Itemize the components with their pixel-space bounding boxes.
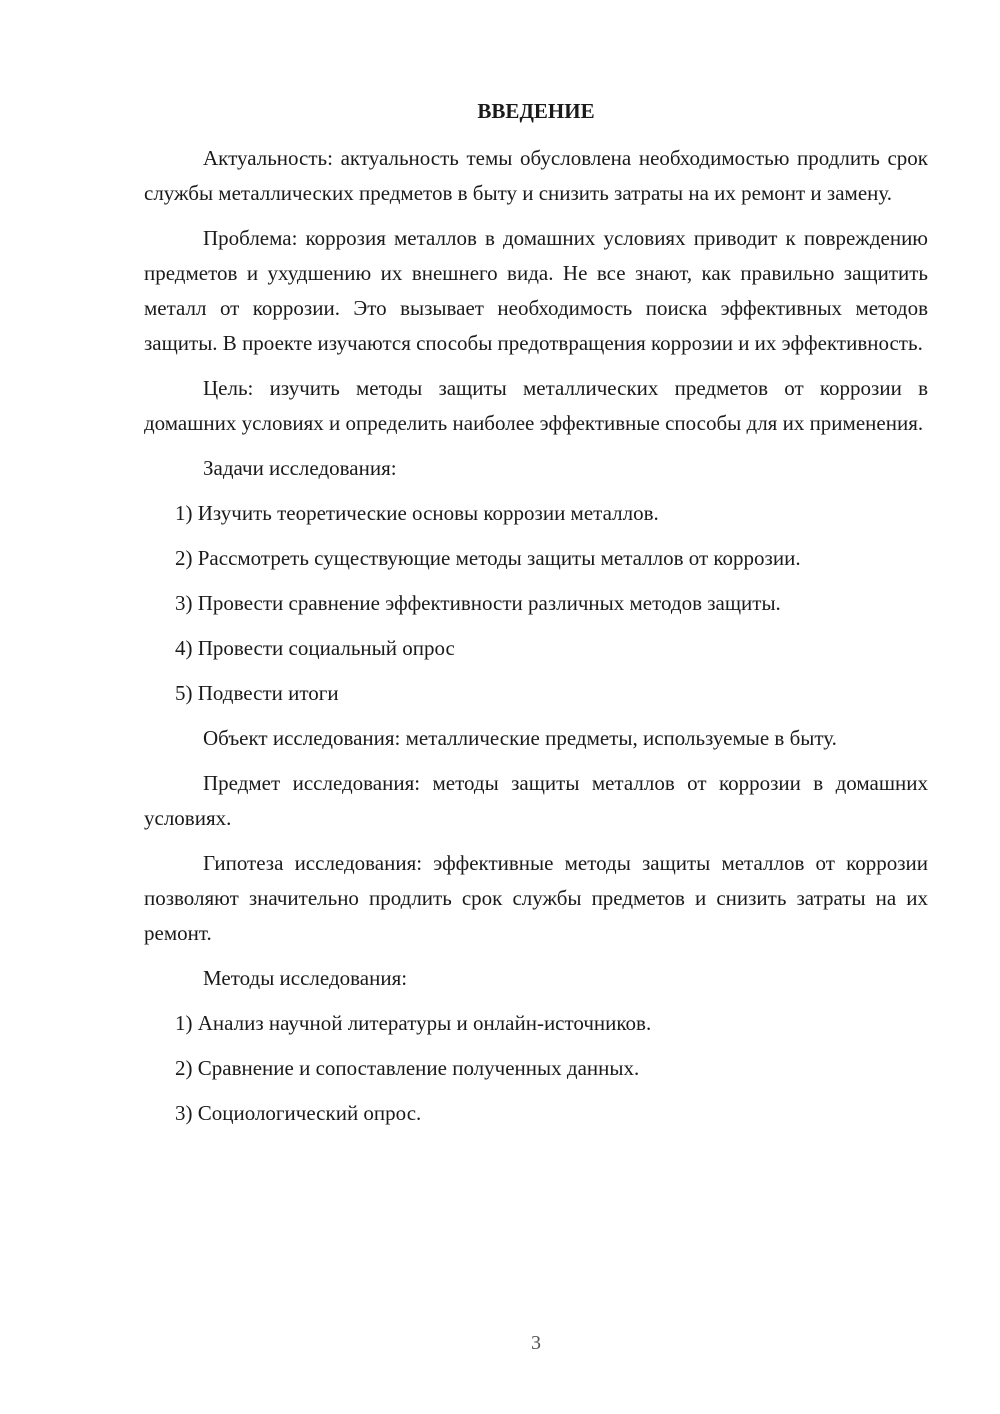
task-item: 2) Рассмотреть существующие методы защиты металлов от коррозии. (175, 546, 801, 570)
method-item: 2) Сравнение и сопоставление полученных данных. (175, 1056, 640, 1080)
tasks-heading: Задачи исследования: (203, 456, 397, 480)
page-title: ВВЕДЕНИЕ (477, 99, 595, 123)
hypothesis-paragraph: Гипотеза исследования: эффективные методы защиты металлов от коррозии позволяют значительно продлить срок службы предметов и снизить затраты на их ремонт. (144, 851, 928, 945)
page-number: 3 (531, 1332, 541, 1354)
subject-paragraph: Предмет исследования: методы защиты металлов от коррозии в домашних условиях. (144, 771, 928, 830)
goal-paragraph: Цель: изучить методы защиты металлических предметов от коррозии в домашних условиях и определить наиболее эффективные способы для их применения. (144, 376, 928, 435)
problem-paragraph: Проблема: коррозия металлов в домашних условиях приводит к повреждению предметов и ухудшению их внешнего вида. Не все знают, как правильно защитить металл от коррозии. Это вызывает необходимость поиска эффективных методов защиты. В проекте изучаются способы предотвращения коррозии и их эффективность. (144, 226, 928, 355)
task-item: 4) Провести социальный опрос (175, 636, 455, 660)
methods-heading: Методы исследования: (203, 966, 408, 990)
method-item: 3) Социологический опрос. (175, 1101, 422, 1125)
task-item: 5) Подвести итоги (175, 681, 339, 705)
object-paragraph: Объект исследования: металлические предметы, используемые в быту. (203, 726, 837, 750)
relevance-paragraph: Актуальность: актуальность темы обусловлена необходимостью продлить срок службы металлических предметов в быту и снизить затраты на их ремонт и замену. (144, 146, 928, 205)
task-item: 3) Провести сравнение эффективности различных методов защиты. (175, 591, 781, 615)
document-body (144, 94, 928, 1141)
task-item: 1) Изучить теоретические основы коррозии металлов. (175, 501, 659, 525)
method-item: 1) Анализ научной литературы и онлайн-источников. (175, 1011, 652, 1035)
